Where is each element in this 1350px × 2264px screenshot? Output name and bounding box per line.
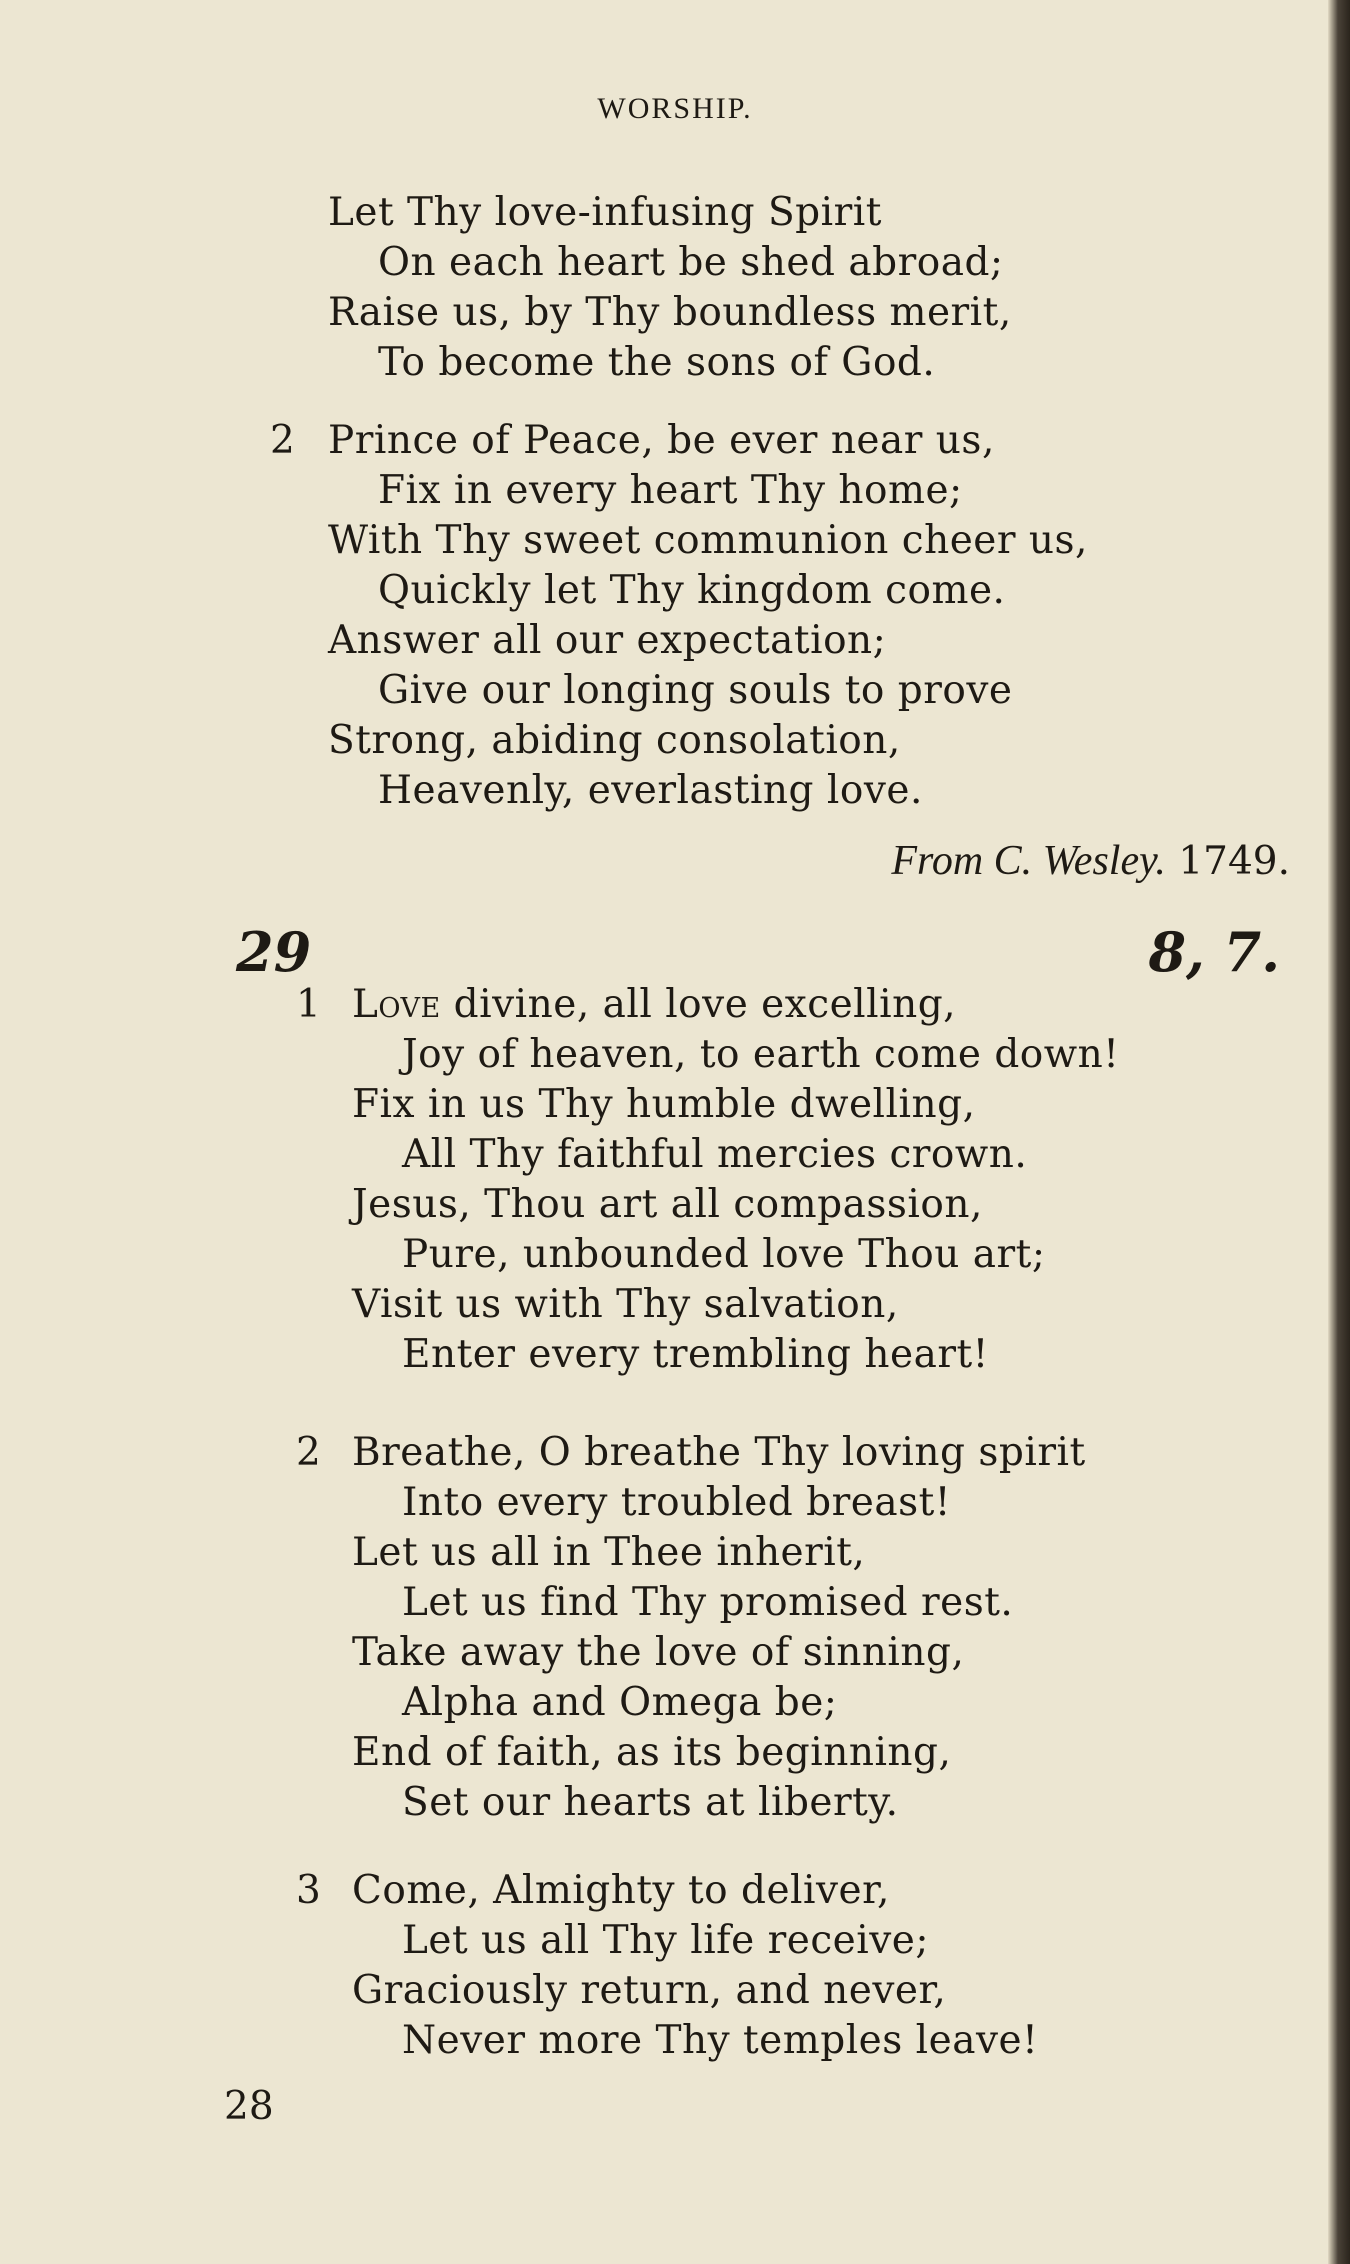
- verse-line: Pure, unbounded love Thou art;: [402, 1232, 1046, 1277]
- hymn-meter: 8, 7.: [1148, 920, 1280, 984]
- page-edge-shadow: [1328, 0, 1350, 2264]
- verse-line: Set our hearts at liberty.: [402, 1780, 899, 1825]
- stanza-number: 2: [296, 1430, 321, 1475]
- running-head: WORSHIP.: [597, 92, 753, 125]
- verse-line: Raise us, by Thy boundless merit,: [328, 290, 1012, 335]
- verse-line: Never more Thy temples leave!: [402, 2018, 1039, 2063]
- verse-line: To become the sons of God.: [378, 340, 936, 385]
- page-number: 28: [224, 2084, 274, 2129]
- verse-line: Quickly let Thy kingdom come.: [378, 568, 1006, 613]
- attribution-year: 1749.: [1178, 839, 1290, 884]
- verse-line: End of faith, as its beginning,: [352, 1730, 952, 1775]
- verse-line: Let Thy love-infusing Spirit: [328, 190, 882, 235]
- verse-line: Give our longing souls to prove: [378, 668, 1013, 713]
- stanza-number: 3: [296, 1868, 321, 1913]
- verse-line: On each heart be shed abroad;: [378, 240, 1004, 285]
- verse-line: Joy of heaven, to earth come down!: [402, 1032, 1120, 1077]
- verse-line: Answer all our expectation;: [328, 618, 887, 663]
- hymn-number: 29: [236, 920, 312, 984]
- verse-line: Come, Almighty to deliver,: [352, 1868, 890, 1913]
- verse-line: Fix in every heart Thy home;: [378, 468, 963, 513]
- verse-line: Graciously return, and never,: [352, 1968, 947, 2013]
- verse-line-first: [352, 980, 956, 1030]
- verse-line: Prince of Peace, be ever near us,: [328, 418, 995, 463]
- verse-line: With Thy sweet communion cheer us,: [328, 518, 1088, 563]
- verse-line: Fix in us Thy humble dwelling,: [352, 1082, 976, 1127]
- verse-line: Enter every trembling heart!: [402, 1332, 989, 1377]
- attribution: [891, 836, 1290, 887]
- verse-line: Let us all Thy life receive;: [402, 1918, 929, 1963]
- verse-line: Alpha and Omega be;: [402, 1680, 838, 1725]
- first-line-rest: divine, all love excelling,: [440, 982, 957, 1027]
- stanza-number: 2: [270, 418, 295, 463]
- verse-line: All Thy faithful mercies crown.: [402, 1132, 1028, 1177]
- verse-line: Let us all in Thee inherit,: [352, 1530, 866, 1575]
- attribution-author: From C. Wesley.: [891, 838, 1166, 884]
- verse-line: Visit us with Thy salvation,: [352, 1282, 899, 1327]
- verse-line: Jesus, Thou art all compassion,: [352, 1182, 983, 1227]
- verse-line: Heavenly, everlasting love.: [378, 768, 923, 813]
- drop-word: Love: [352, 982, 441, 1027]
- stanza-number: 1: [296, 982, 321, 1027]
- verse-line: Strong, abiding consolation,: [328, 718, 901, 763]
- verse-line: Take away the love of sinning,: [352, 1630, 965, 1675]
- verse-line: Let us find Thy promised rest.: [402, 1580, 1014, 1625]
- verse-line: Breathe, O breathe Thy loving spirit: [352, 1430, 1086, 1475]
- verse-line: Into every troubled breast!: [402, 1480, 951, 1525]
